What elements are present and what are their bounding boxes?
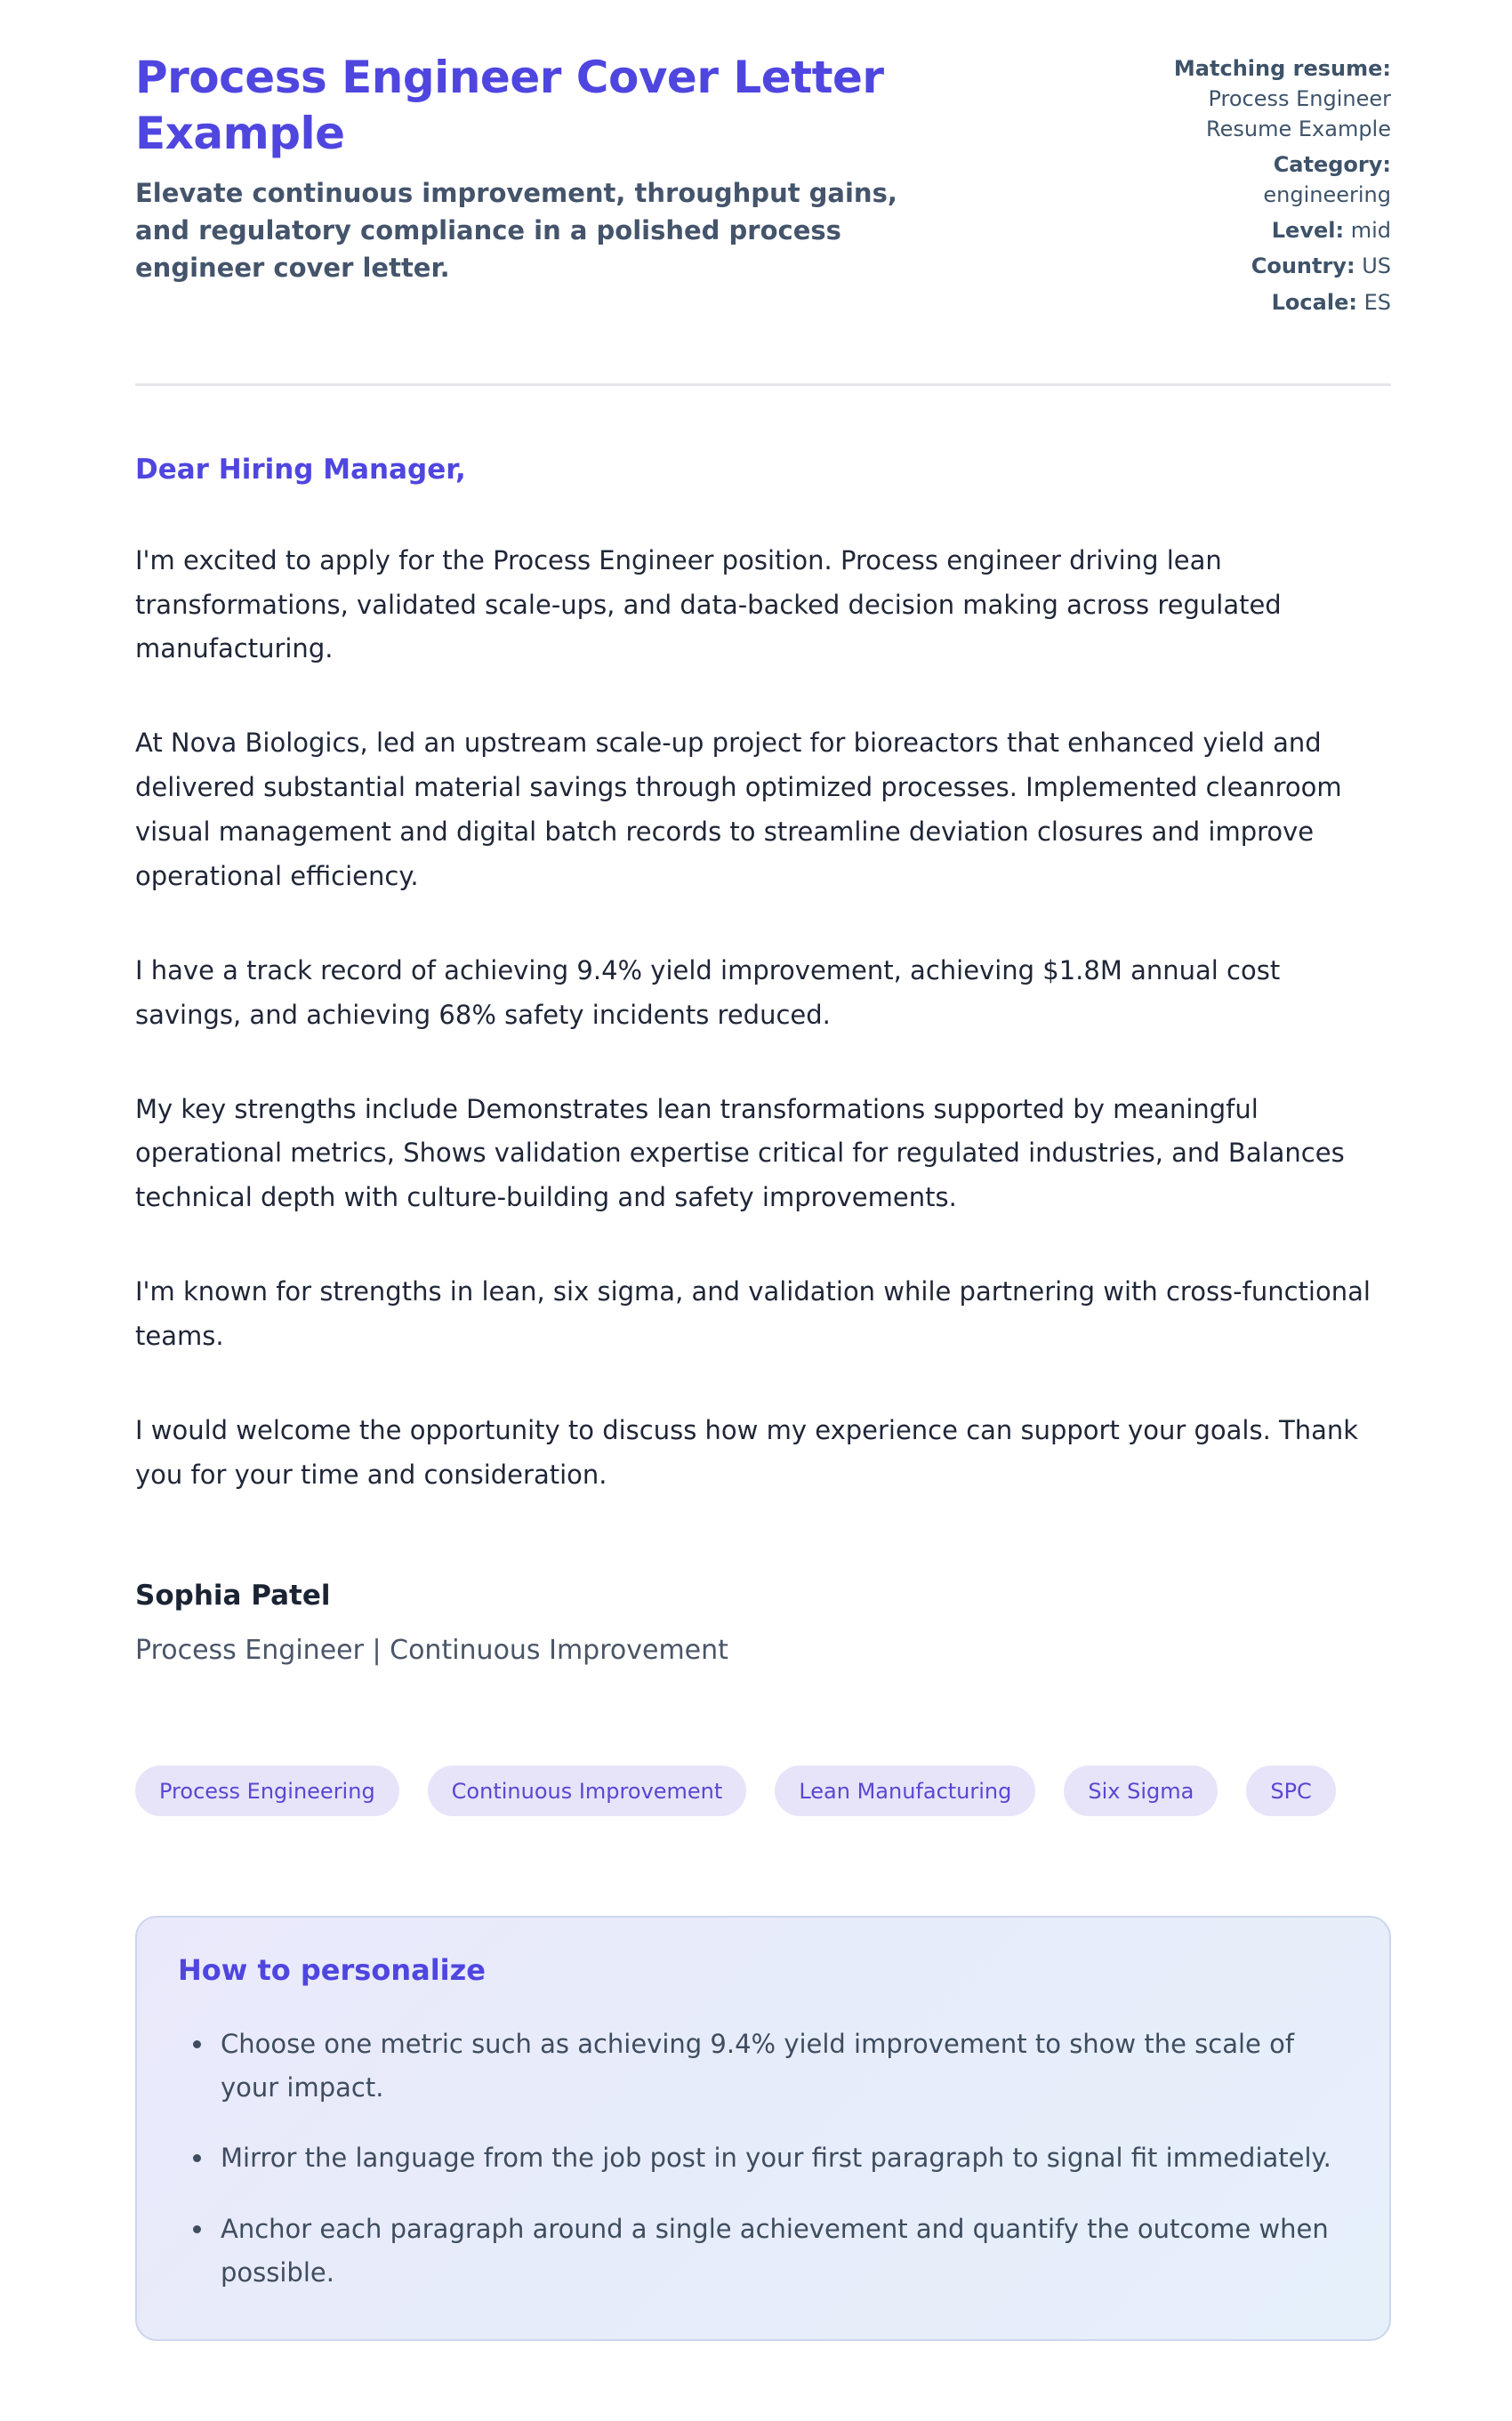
meta-label: Country: [1251, 253, 1355, 279]
tag-pill-continuous-improvement[interactable]: Continuous Improvement [428, 1765, 747, 1816]
page-title: Process Engineer Cover Letter Example [135, 52, 884, 159]
meta-value: Process Engineer Resume Example [1206, 86, 1391, 142]
meta-label: Level: [1271, 218, 1345, 244]
header-divider [135, 383, 1391, 386]
personalize-title: How to personalize [178, 1952, 486, 1987]
header-text [135, 50, 1016, 286]
cover-letter [135, 454, 1391, 1666]
personalize-card [135, 1916, 1391, 2341]
meta-label: Category: [1273, 152, 1391, 178]
tag-pill-process-engineering[interactable]: Process Engineering [135, 1765, 399, 1816]
letter-paragraph: At Nova Biologics, led an upstream scale-up project for bioreactors that enhanced yield and delivered substantial material savings through optimized processes. Implemented cleanroom visual management and digital batch records to streamline deviation closures and improve operational efficiency. [135, 728, 1342, 891]
letter-paragraph: I would welcome the opportunity to discuss how my experience can support your goals. Thank you for your time and consideration. [135, 1414, 1359, 1490]
tag-list [135, 1765, 1391, 1816]
letter-paragraph: My key strengths include Demonstrates lean transformations supported by meaningful operational metrics, Shows validation expertise critical for regulated industries, and Balances technical depth with culture-building and safety improvements. [135, 1093, 1345, 1213]
meta-value: ES [1363, 289, 1391, 315]
header-meta [1146, 50, 1391, 323]
meta-label: Matching resume: [1173, 56, 1391, 81]
letter-greeting: Dear Hiring Manager, [135, 453, 466, 486]
meta-value: mid [1350, 218, 1391, 244]
meta-row-country [1146, 251, 1391, 281]
meta-row-category [1146, 149, 1391, 210]
tag-pill-six-sigma[interactable]: Six Sigma [1064, 1765, 1218, 1816]
tag-pill-lean-manufacturing[interactable]: Lean Manufacturing [775, 1765, 1035, 1816]
personalize-tip: • Anchor each paragraph around a single achievement and quantify the outcome when possible. [215, 2208, 1347, 2296]
meta-row-matching-resume [1146, 53, 1391, 144]
meta-label: Locale: [1271, 289, 1357, 315]
letter-paragraph: I'm known for strengths in lean, six sigma, and validation while partnering with cross-functional teams. [135, 1276, 1371, 1351]
meta-row-locale [1146, 287, 1391, 318]
meta-value: engineering [1263, 182, 1391, 208]
signature-name: Sophia Patel [135, 1579, 331, 1612]
tag-pill-spc[interactable]: SPC [1246, 1765, 1335, 1816]
signature-title: Process Engineer | Continuous Improvement [135, 1634, 728, 1666]
page-header [135, 50, 1391, 323]
page-subtitle: Elevate continuous improvement, throughput gains, and regulatory compliance in a polished process engineer cover letter. [135, 178, 897, 284]
letter-paragraph: I have a track record of achieving 9.4% yield improvement, achieving $1.8M annual cost savings, and achieving 68% safety incidents reduced. [135, 954, 1281, 1030]
personalize-tips [178, 2023, 1347, 2295]
meta-value: US [1362, 253, 1391, 279]
personalize-tip: • Choose one metric such as achieving 9.4% yield improvement to show the scale of your impact. [215, 2023, 1347, 2111]
letter-paragraph: I'm excited to apply for the Process Engineer position. Process engineer driving lean transformations, validated scale-ups, and data-backed decision making across regulated manufacturing. [135, 544, 1282, 664]
personalize-tip: • Mirror the language from the job post in your first paragraph to signal fit immediately. [215, 2136, 1347, 2180]
meta-row-level [1146, 215, 1391, 245]
